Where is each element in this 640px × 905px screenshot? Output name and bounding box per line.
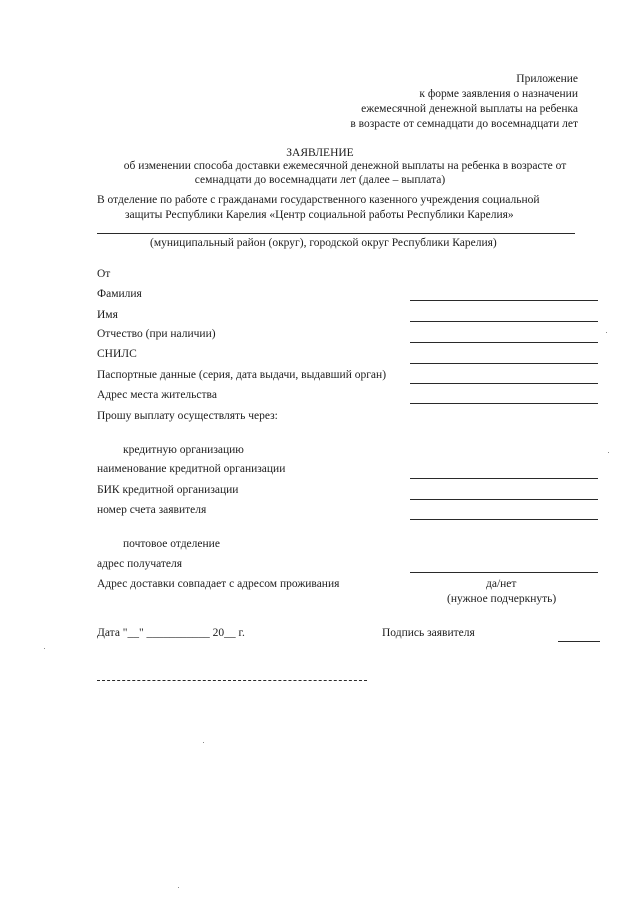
addressee-line-2: защиты Республики Карелия «Центр социальной работы Республики Карелия» bbox=[125, 209, 514, 221]
post-heading: почтовое отделение bbox=[123, 538, 220, 550]
signature-label: Подпись заявителя bbox=[382, 627, 475, 639]
scan-speck bbox=[178, 887, 179, 888]
signature-field-line[interactable] bbox=[558, 641, 600, 642]
patronymic-field-line[interactable] bbox=[410, 342, 598, 343]
scan-speck bbox=[606, 332, 607, 333]
subtitle-line-1: об изменении способа доставки ежемесячной денежной выплаты на ребенка в возрасте от bbox=[123, 160, 567, 172]
label-bik: БИК кредитной организации bbox=[97, 484, 239, 496]
label-address: Адрес места жительства bbox=[97, 389, 217, 401]
yes-no-option[interactable]: да/нет bbox=[486, 578, 517, 590]
label-recipient-address: адрес получателя bbox=[97, 558, 183, 570]
appendix-line-1: Приложение bbox=[516, 73, 578, 85]
addressee-caption: (муниципальный район (округ), городской округ Республики Карелия) bbox=[150, 237, 497, 249]
passport-field-line[interactable] bbox=[410, 383, 598, 384]
label-account: номер счета заявителя bbox=[97, 504, 207, 516]
label-surname: Фамилия bbox=[97, 288, 142, 300]
account-field-line[interactable] bbox=[410, 519, 598, 520]
subtitle-line-2: семнадцати до восемнадцати лет (далее – выплата) bbox=[194, 174, 446, 186]
appendix-line-2: к форме заявления о назначении bbox=[419, 88, 578, 100]
date-field[interactable]: Дата "__" ___________ 20__ г. bbox=[97, 627, 245, 639]
name-field-line[interactable] bbox=[410, 321, 598, 322]
bik-field-line[interactable] bbox=[410, 499, 598, 500]
bank-name-field-line[interactable] bbox=[410, 478, 598, 479]
label-patronymic: Отчество (при наличии) bbox=[97, 328, 216, 340]
scan-speck bbox=[203, 742, 204, 743]
department-underline bbox=[97, 233, 575, 234]
label-name: Имя bbox=[97, 309, 118, 321]
label-request: Прошу выплату осуществлять через: bbox=[97, 410, 278, 422]
label-from: От bbox=[97, 268, 111, 280]
document-title: ЗАЯВЛЕНИЕ bbox=[286, 147, 354, 159]
cut-line bbox=[97, 680, 367, 681]
label-snils: СНИЛС bbox=[97, 348, 137, 360]
label-same-address: Адрес доставки совпадает с адресом проживания bbox=[97, 578, 340, 590]
recipient-address-field-line[interactable] bbox=[410, 572, 598, 573]
scan-speck bbox=[608, 452, 609, 453]
scan-speck bbox=[44, 648, 45, 649]
label-passport: Паспортные данные (серия, дата выдачи, выдавший орган) bbox=[97, 369, 387, 381]
addressee-line-1: В отделение по работе с гражданами государственного казенного учреждения социальной bbox=[97, 194, 540, 206]
underline-note: (нужное подчеркнуть) bbox=[447, 593, 557, 605]
appendix-line-4: в возрасте от семнадцати до восемнадцати лет bbox=[350, 118, 578, 130]
appendix-line-3: ежемесячной денежной выплаты на ребенка bbox=[361, 103, 578, 115]
snils-field-line[interactable] bbox=[410, 363, 598, 364]
surname-field-line[interactable] bbox=[410, 300, 598, 301]
address-field-line[interactable] bbox=[410, 403, 598, 404]
credit-heading: кредитную организацию bbox=[123, 444, 244, 456]
label-bank-name: наименование кредитной организации bbox=[97, 463, 286, 475]
